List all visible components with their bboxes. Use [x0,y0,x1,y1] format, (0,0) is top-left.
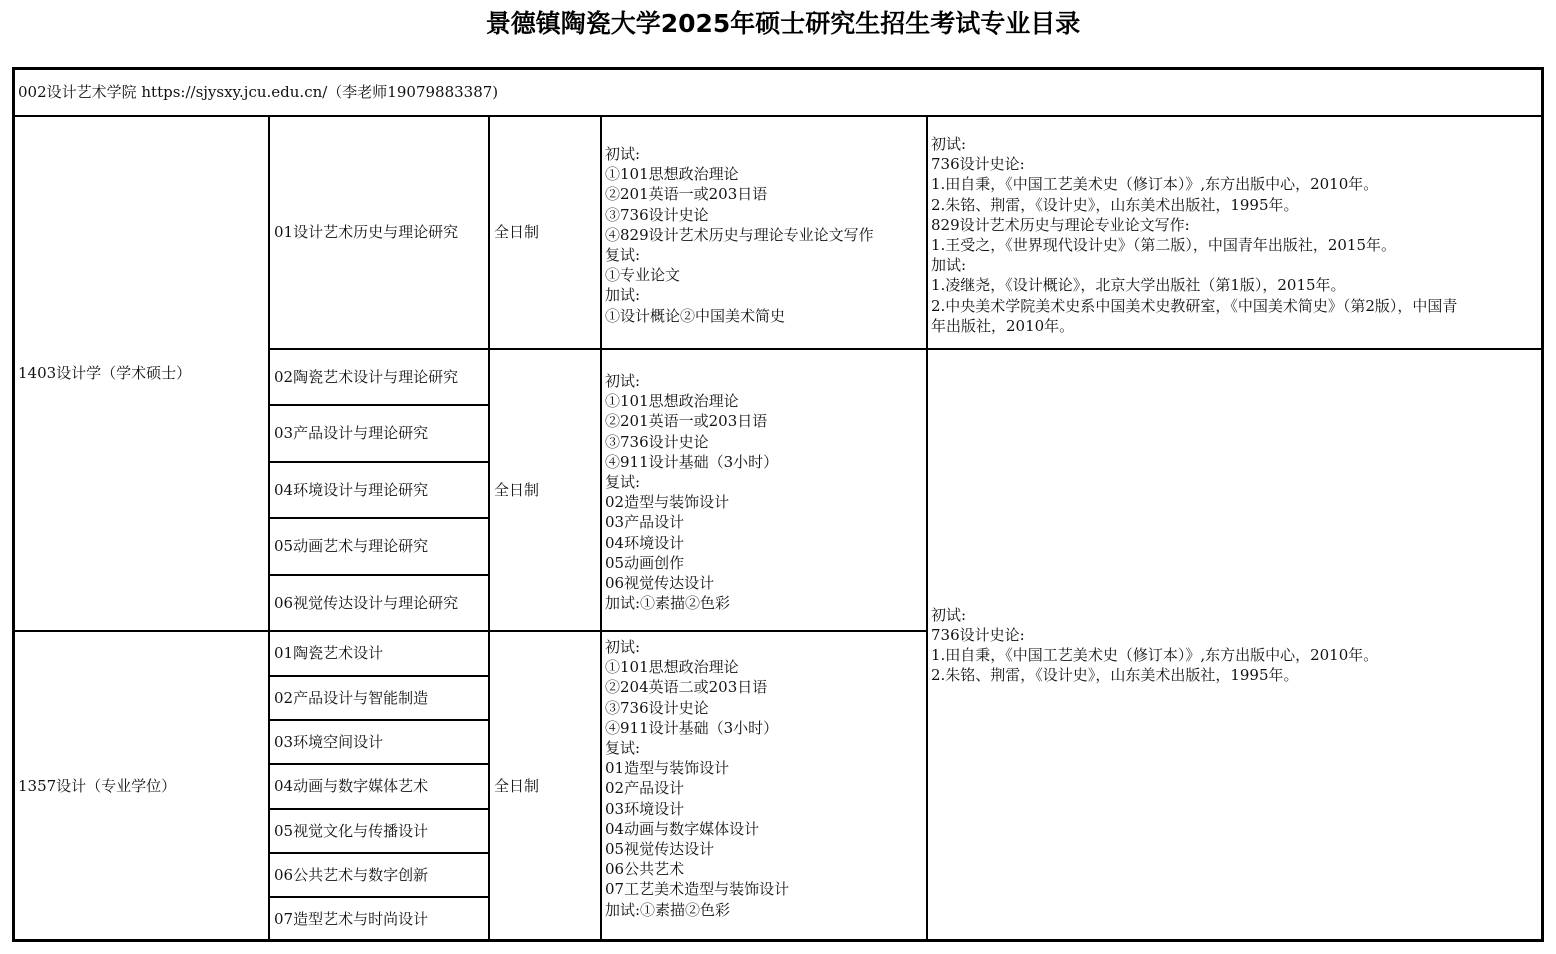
exam-line: ②204英语二或203日语 [605,678,768,697]
exam-line: ④911设计基础（3小时） [605,718,779,737]
reference-line: 2.朱铭、荆雷，《设计史》，山东美术出版社，1995年。 [931,666,1299,685]
exam-line: 加试: [605,286,641,305]
direction-label: 04动画与数字媒体艺术 [274,777,429,796]
study-mode: 全日制 [494,480,540,499]
exam-line: ②201英语一或203日语 [605,185,768,204]
exam-subjects-cell [600,348,928,632]
reference-line: 初试: [931,605,967,624]
direction-cell [268,675,490,721]
exam-line: ②201英语一或203日语 [605,412,768,431]
study-mode-cell [488,630,602,942]
shared-references-cell [926,348,1544,942]
program-name: 1403设计学（学术硕士） [18,364,192,383]
direction-cell [268,719,490,765]
exam-line: 复试: [605,473,641,492]
program-name-cell [12,115,270,632]
direction-label: 03环境空间设计 [274,732,384,751]
exam-line: ③736设计史论 [605,432,709,451]
program-name: 1357设计（专业学位） [18,776,177,795]
direction-cell [268,630,490,677]
direction-label: 04环境设计与理论研究 [274,480,429,499]
exam-subjects-cell [600,630,928,942]
exam-line: 复试: [605,246,641,265]
exam-line: ④911设计基础（3小时） [605,452,779,471]
study-mode-cell [488,115,602,350]
exam-line: ①设计概论②中国美术简史 [605,306,786,325]
exam-line: 04环境设计 [605,533,685,552]
reference-line: 1.田自秉，《中国工艺美术史（修订本）》,东方出版中心，2010年。 [931,646,1379,664]
direction-cell [268,461,490,519]
page-title: 景德镇陶瓷大学2025年硕士研究生招生考试专业目录 [485,9,1081,38]
exam-line: ③736设计史论 [605,698,709,717]
direction-cell [268,896,490,942]
exam-line: 04动画与数字媒体设计 [605,819,760,838]
reference-line: 加试: [931,256,967,275]
exam-line: 复试: [605,739,641,758]
direction-label: 06公共艺术与数字创新 [274,865,429,884]
direction-cell [268,404,490,463]
direction-cell [268,517,490,576]
exam-line: 01造型与装饰设计 [605,759,730,778]
direction-label: 02产品设计与智能制造 [274,688,429,707]
exam-line: 02造型与装饰设计 [605,493,730,512]
references-cell [926,115,1544,350]
exam-line: ①101思想政治理论 [605,165,739,184]
study-mode: 全日制 [494,223,540,242]
exam-line: 05视觉传达设计 [605,840,715,859]
exam-line: 06视觉传达设计 [605,574,715,593]
exam-line: 初试: [605,145,641,163]
exam-line: 加试:①素描②色彩 [605,900,731,919]
direction-label: 05动画艺术与理论研究 [274,537,429,556]
direction-label: 02陶瓷艺术设计与理论研究 [274,367,459,386]
reference-line: 1.田自秉，《中国工艺美术史（修订本）》,东方出版中心，2010年。 [931,175,1379,194]
college-header-cell [12,67,1544,117]
exam-line: ①专业论文 [605,266,681,285]
direction-cell [268,348,490,406]
exam-line: 02产品设计 [605,779,685,798]
exam-line: ③736设计史论 [605,205,709,224]
direction-label: 01设计艺术历史与理论研究 [274,223,459,242]
direction-cell [268,574,490,632]
direction-cell [268,763,490,810]
program-name-cell [12,630,270,942]
reference-line: 736设计史论: [931,625,1025,644]
exam-line: ①101思想政治理论 [605,658,739,677]
exam-line: 03产品设计 [605,513,685,532]
exam-line: 初试: [605,372,641,390]
reference-line: 初试: [931,135,967,153]
reference-line: 2.朱铭、荆雷，《设计史》，山东美术出版社，1995年。 [931,195,1299,214]
exam-line: 06公共艺术 [605,860,685,879]
reference-line: 年出版社，2010年。 [931,316,1075,335]
exam-line: 07工艺美术造型与装饰设计 [605,880,790,899]
exam-subjects-cell [600,115,928,350]
study-mode-cell [488,348,602,632]
reference-line: 1.凌继尧，《设计概论》，北京大学出版社（第1版），2015年。 [931,276,1346,295]
college-header: 002设计艺术学院 https://sjysxy.jcu.edu.cn/（李老师19079883387) [18,82,499,101]
reference-line: 2.中央美术学院美术史系中国美术史教研室，《中国美术简史》（第2版），中国青 [931,296,1458,315]
direction-cell [268,115,490,350]
study-mode: 全日制 [494,776,540,795]
direction-label: 05视觉文化与传播设计 [274,821,429,840]
reference-line: 736设计史论: [931,155,1025,174]
reference-line: 1.王受之，《世界现代设计史》（第二版），中国青年出版社，2015年。 [931,236,1396,255]
direction-label: 06视觉传达设计与理论研究 [274,593,459,612]
direction-label: 03产品设计与理论研究 [274,424,429,443]
exam-line: ①101思想政治理论 [605,392,739,411]
direction-cell [268,852,490,898]
exam-line: 加试:①素描②色彩 [605,594,731,613]
direction-cell [268,808,490,854]
exam-line: 03环境设计 [605,799,685,818]
direction-label: 01陶瓷艺术设计 [274,644,384,663]
reference-line: 829设计艺术历史与理论专业论文写作: [931,215,1190,234]
exam-line: 初试: [605,638,641,656]
exam-line: ④829设计艺术历史与理论专业论文写作 [605,225,874,244]
direction-label: 07造型艺术与时尚设计 [274,909,429,928]
exam-line: 05动画创作 [605,553,685,572]
